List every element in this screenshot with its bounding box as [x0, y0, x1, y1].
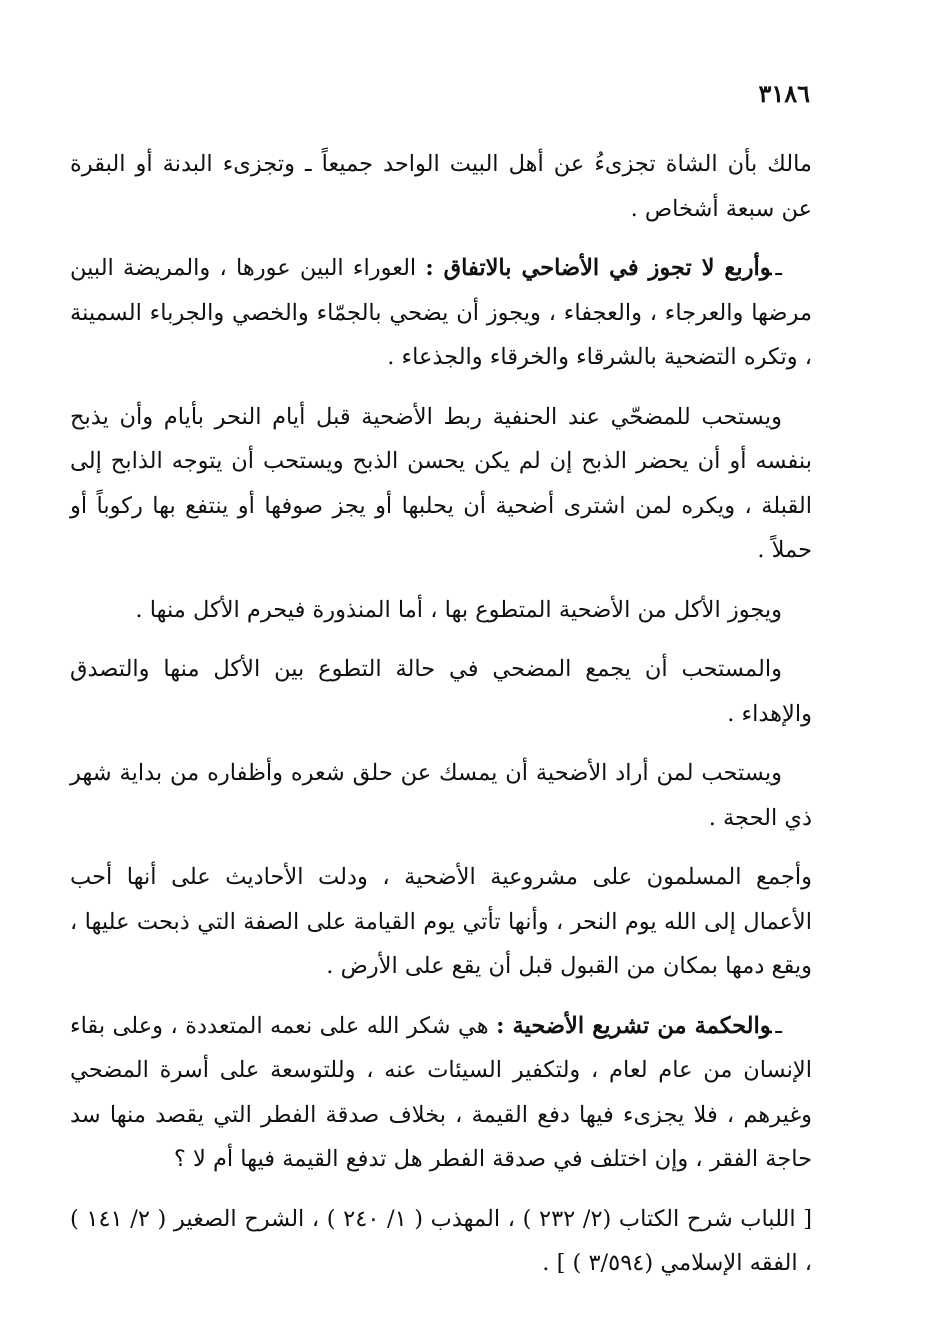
- paragraph-forbidden-defects: [70, 246, 812, 380]
- paragraph-wisdom: [70, 1004, 812, 1182]
- paragraph-text: ويستحب لمن أراد الأضحية أن يمسك عن حلق شعره وأظفاره من بداية شهر ذي الحجة .: [70, 760, 812, 831]
- paragraph-continuation: [70, 142, 812, 231]
- paragraph-dash: ـ: [775, 1012, 783, 1039]
- paragraph-eating: [70, 588, 812, 633]
- paragraph-text: والمستحب أن يجمع المضحي في حالة التطوع بين الأكل منها والتصدق والإهداء .: [70, 656, 812, 727]
- paragraph-distribution: [70, 647, 812, 736]
- paragraph-text: ويجوز الأكل من الأضحية المتطوع بها ، أما المنذورة فيحرم الأكل منها .: [135, 596, 782, 623]
- references: [70, 1197, 812, 1286]
- paragraph-text: مالك بأن الشاة تجزىءُ عن أهل البيت الواحد جميعاً ـ وتجزىء البدنة أو البقرة عن سبعة أشخاص .: [70, 151, 812, 222]
- paragraph-dash: ـ: [775, 255, 782, 281]
- book-page: [70, 0, 812, 1341]
- paragraph-heading: وأربع لا تجوز في الأضاحي بالاتفاق :: [425, 255, 772, 281]
- paragraph-text: وأجمع المسلمون على مشروعية الأضحية ، ودلت الأحاديث على أنها أحب الأعمال إلى الله يوم النحر ، وأنها تأتي يوم القيامة على الصفة التي ذبحت عليها ، ويقع دمها بمكان من القبول قبل أن يقع على الأرض .: [70, 864, 812, 979]
- page-body: [70, 142, 812, 1301]
- paragraph-heading: والحكمة من تشريع الأضحية :: [496, 1012, 772, 1039]
- references-text: [ اللباب شرح الكتاب (٢/ ٢٣٢ ) ، المهذب ( ١/ ٢٤٠ ) ، الشرح الصغير ( ٢/ ١٤١ ) ، الفقه الإسلامي (٣/٥٩٤ ) ] .: [70, 1205, 813, 1276]
- paragraph-recommendations: [70, 395, 812, 573]
- paragraph-hair-nails: [70, 751, 812, 840]
- page-number: ٣١٨٦: [758, 79, 810, 108]
- paragraph-text: العوراء البين عورها ، والمريضة البين مرضها والعرجاء ، والعجفاء ، ويجوز أن يضحي بالجمّاء والخصي والجرباء السمينة ، وتكره التضحية بالشرقاء والخرقاء والجذعاء .: [70, 255, 812, 370]
- paragraph-text: هي شكر الله على نعمه المتعددة ، وعلى بقاء الإنسان من عام لعام ، ولتكفير السيئات عنه ، وللتوسعة على أسرة المضحي وغيرهم ، فلا يجزىء فيها دفع القيمة ، بخلاف صدقة الفطر التي يقصد منها سد حاجة الفقر ، وإن اختلف في صدقة الفطر هل تدفع القيمة فيها أم لا ؟: [70, 1012, 812, 1172]
- paragraph-consensus: [70, 855, 812, 989]
- paragraph-text: ويستحب للمضحّي عند الحنفية ربط الأضحية قبل أيام النحر بأيام وأن يذبح بنفسه أو أن يحضر الذبح إن لم يكن يحسن الذبح ويستحب أن يتوجه الذابح إلى القبلة ، ويكره لمن اشترى أضحية أن يحلبها أو يجز صوفها أو ينتفع بها ركوباً أو حملاً .: [70, 403, 812, 563]
